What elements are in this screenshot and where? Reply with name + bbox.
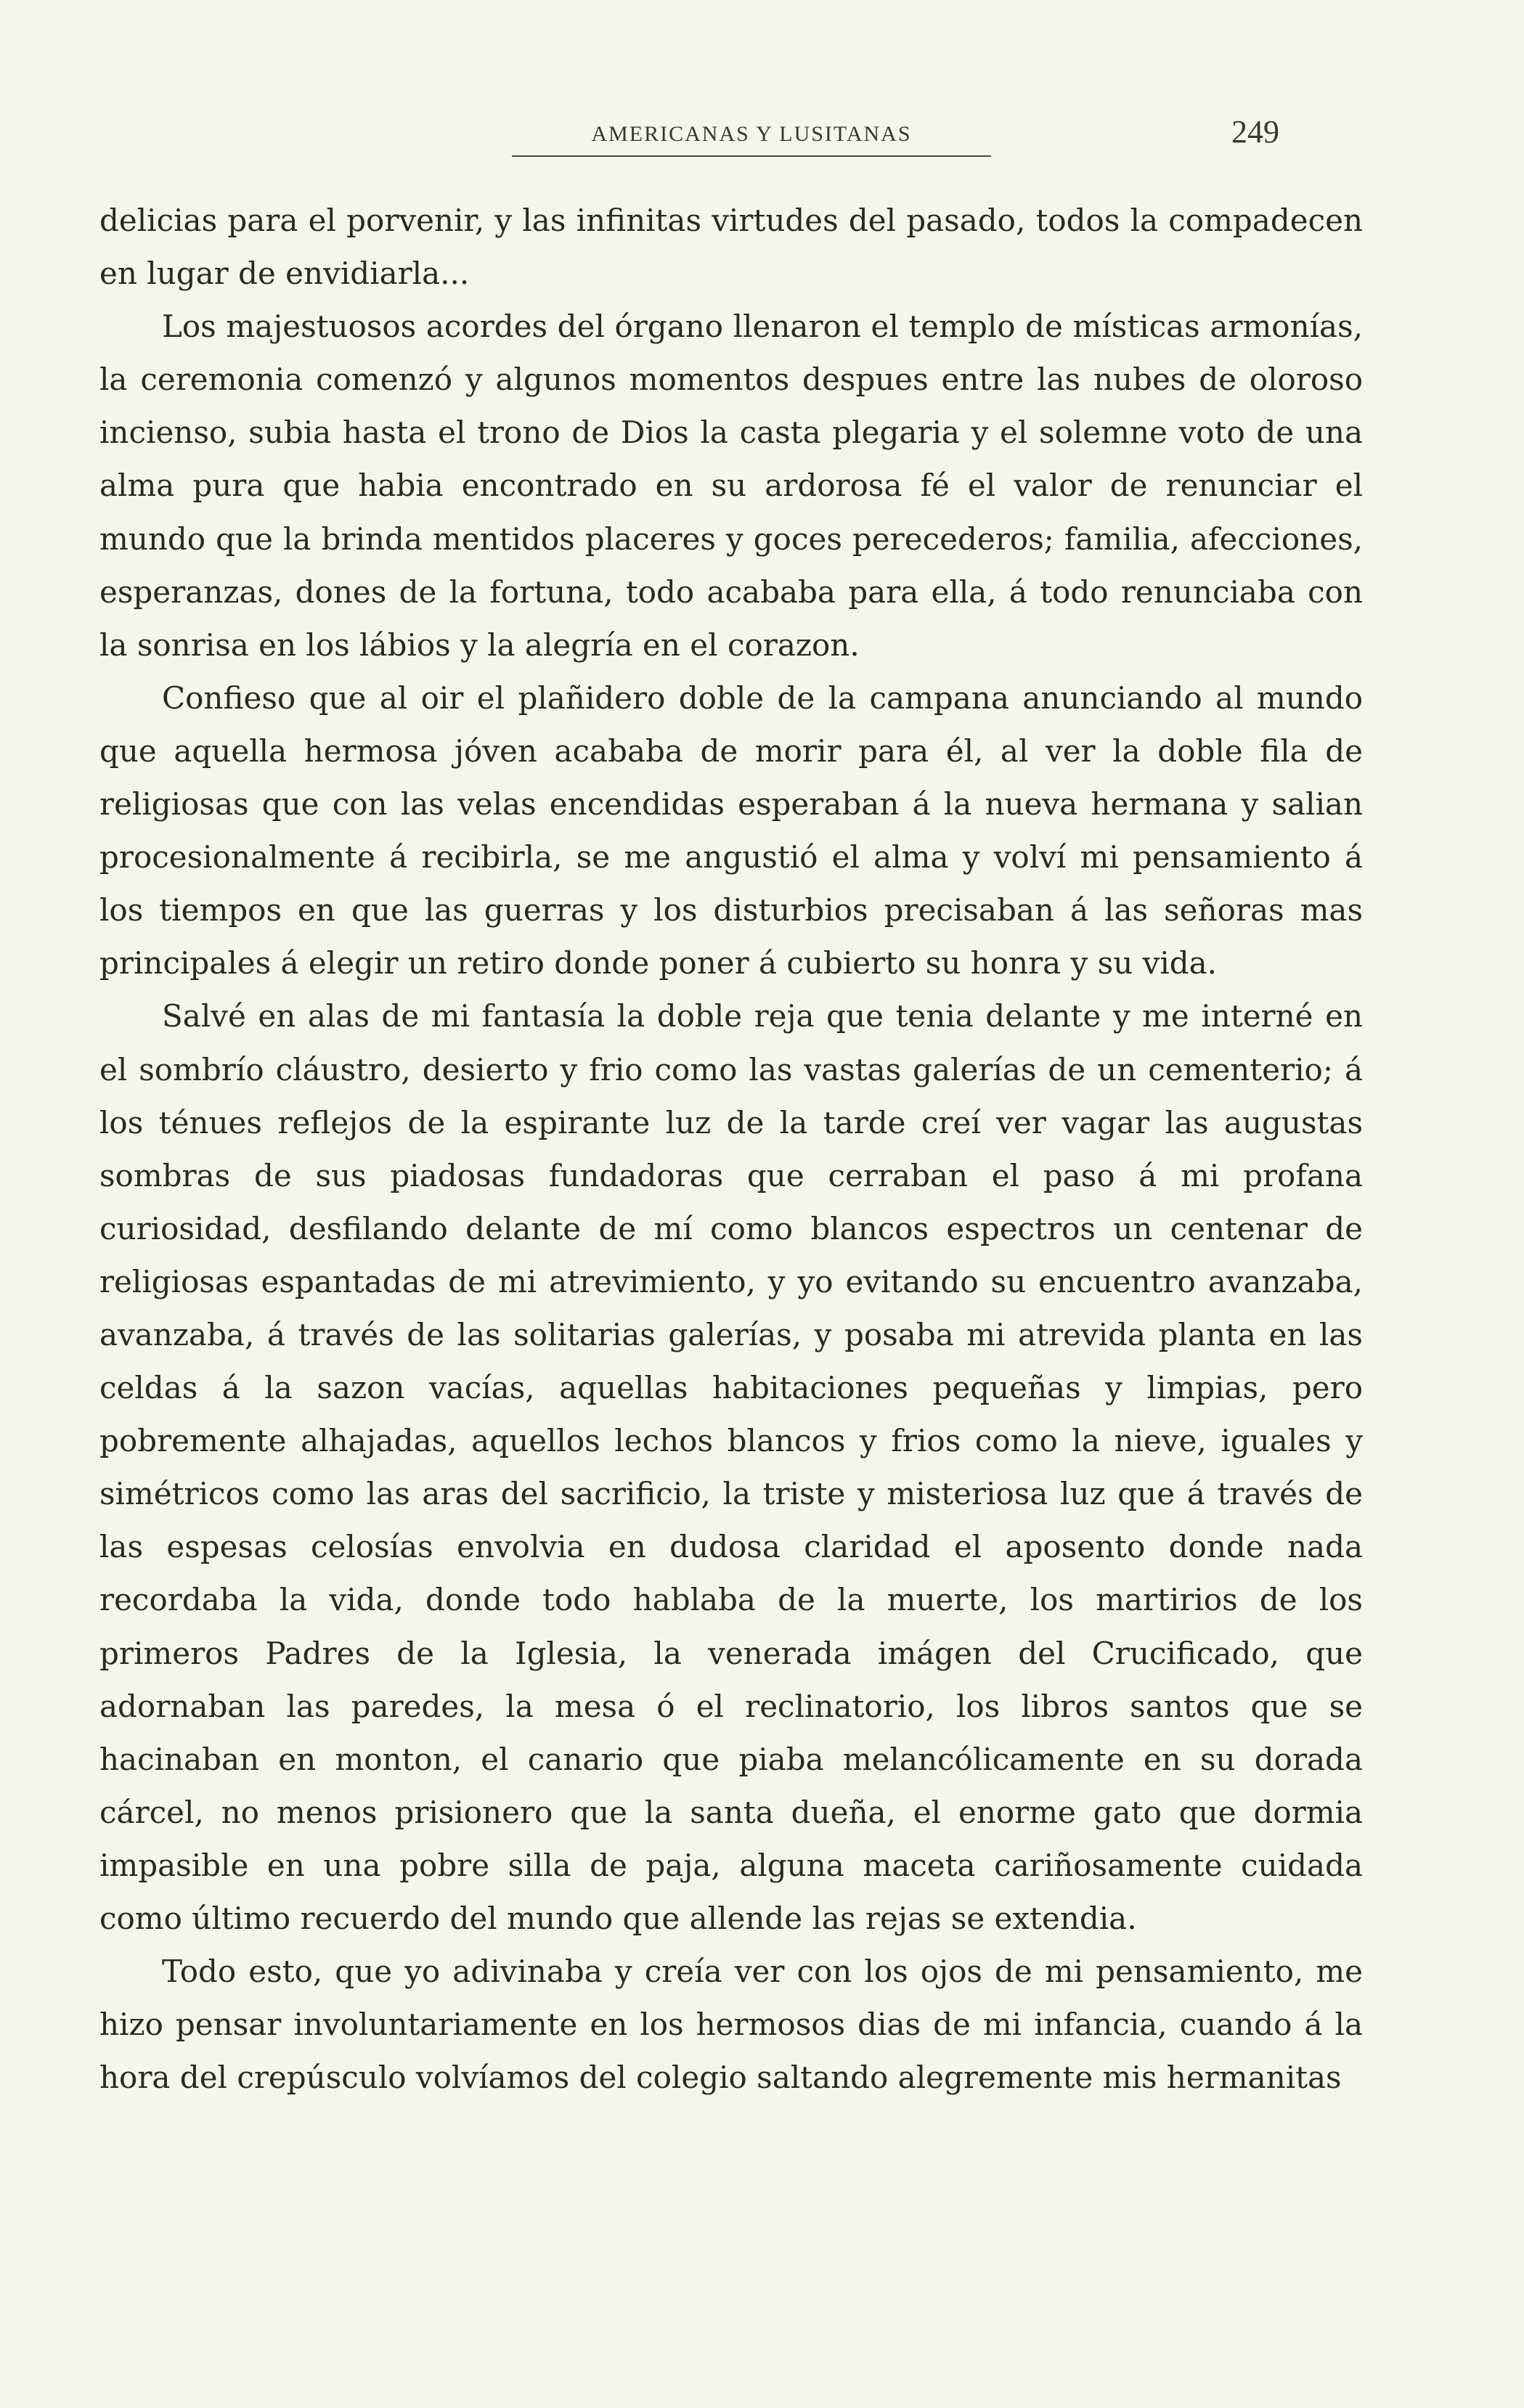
header-rule (512, 155, 991, 157)
body-text (99, 194, 1363, 2104)
paragraph-continued: delicias para el porvenir, y las infinitas virtudes del pasado, todos la compadecen en lugar de envidiarla... (99, 203, 1363, 292)
paragraph: Salvé en alas de mi fantasía la doble reja que tenia delante y me interné en el sombrío cláustro, desierto y frio como las vastas galerías de un cementerio; á los ténues reflejos de la espirante luz de la tarde creí ver vagar las augustas sombras de sus piadosas fundadoras que cerraban el paso á mi profana curiosidad, desfilando delante de mí como blancos espectros un centenar de religiosas espantadas de mi atrevimiento, y yo evitando su encuentro avanzaba, avanzaba, á través de las solitarias galerías, y posaba mi atrevida planta en las celdas á la sazon vacías, aquellas habitaciones pequeñas y limpias, pero pobremente alhajadas, aquellos lechos blancos y frios como la nieve, iguales y simétricos como las aras del sacrificio, la triste y misteriosa luz que á través de las espesas celosías envolvia en dudosa claridad el aposento donde nada recordaba la vida, donde todo hablaba de la muerte, los martirios de los primeros Padres de la Iglesia, la venerada imágen del Crucificado, que adornaban las paredes, la mesa ó el reclinatorio, los libros santos que se hacinaban en monton, el canario que piaba melancólicamente en su dorada cárcel, no menos prisionero que la santa dueña, el enorme gato que dormia impasible en una pobre silla de paja, alguna maceta cariñosamente cuidada como último recuerdo del mundo que allende las rejas se extendia. (99, 998, 1363, 1936)
paragraph: Los majestuosos acordes del órgano llenaron el templo de místicas armonías, la ceremonia comenzó y algunos momentos despues entre las nubes de oloroso incienso, subia hasta el trono de Dios la casta plegaria y el solemne voto de una alma pura que habia encontrado en su ardorosa fé el valor de renunciar el mundo que la brinda mentidos placeres y goces perecederos; familia, afecciones, esperanzas, dones de la fortuna, todo acababa para ella, á todo renunciaba con la sonrisa en los lábios y la alegría en el corazon. (99, 309, 1363, 663)
paragraph: Confieso que al oir el plañidero doble de la campana anunciando al mundo que aquella hermosa jóven acababa de morir para él, al ver la doble fila de religiosas que con las velas encendidas esperaban á la nueva hermana y salian procesionalmente á recibirla, se me angustió el alma y volví mi pensamiento á los tiempos en que las guerras y los disturbios precisaban á las señoras mas principales á elegir un retiro donde poner á cubierto su honra y su vida. (99, 679, 1363, 981)
paragraph: Todo esto, que yo adivinaba y creía ver con los ojos de mi pensamiento, me hizo pensar involuntariamente en los hermosos dias de mi infancia, cuando á la hora del crepúsculo volvíamos del colegio saltando alegremente mis hermanitas (99, 1954, 1363, 2096)
running-title: AMERICANAS Y LUSITANAS (591, 122, 912, 146)
page-number: 249 (1231, 114, 1279, 150)
